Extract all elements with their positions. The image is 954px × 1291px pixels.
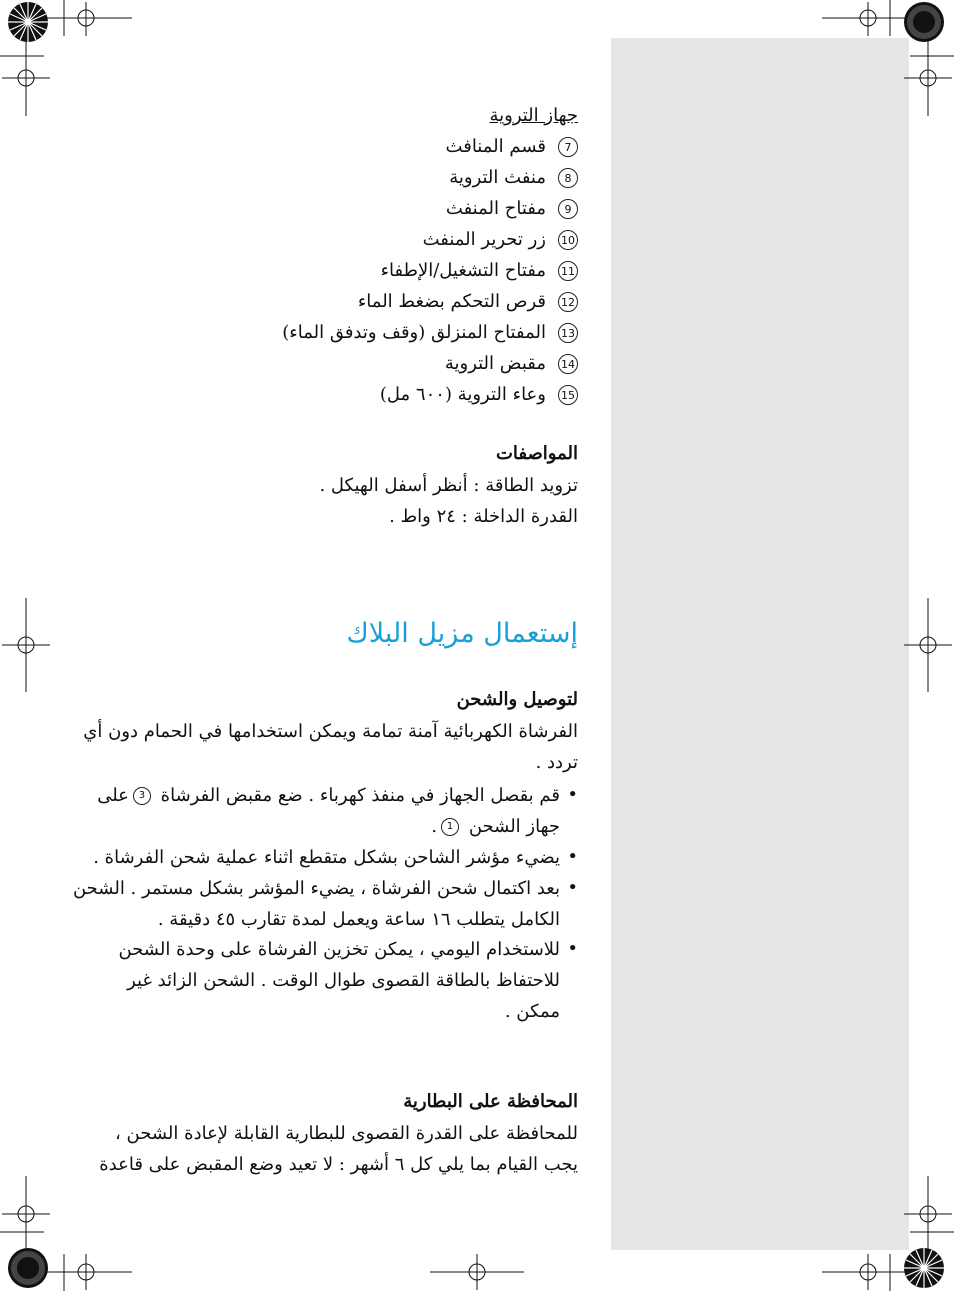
legend-item-label: قرص التحكم بضغط الماء bbox=[357, 291, 546, 312]
crosshair-icon bbox=[40, 1254, 132, 1290]
bullet-text: الكامل يتطلب ١٦ ساعة ويعمل لمدة تقارب ٤٥ دقيقة . bbox=[157, 909, 560, 930]
charging-section bbox=[72, 688, 578, 1033]
specs-section bbox=[120, 442, 578, 532]
legend-item bbox=[282, 321, 578, 345]
battery-section bbox=[99, 1090, 578, 1185]
crosshair-icon bbox=[904, 1176, 952, 1250]
crosshair-icon bbox=[40, 2, 132, 36]
bullet-text: للاحتفاظ بالطاقة القصوى طوال الوقت . الشحن الزائد غير bbox=[127, 970, 560, 991]
bullet-text bbox=[431, 815, 560, 839]
crosshair-icon bbox=[904, 598, 952, 692]
usage-section bbox=[120, 618, 578, 662]
legend-item-label: زر تحرير المنفث bbox=[422, 229, 546, 250]
legend-item bbox=[380, 383, 578, 407]
section-title: إستعمال مزيل البلاك bbox=[346, 618, 578, 649]
specs-heading: المواصفات bbox=[495, 443, 578, 464]
bullet-marker: • bbox=[567, 846, 578, 867]
battery-line: يجب القيام بما يلي كل ٦ أشهر : لا تعيد وضع المقبض على قاعدة bbox=[99, 1154, 578, 1175]
legend-item-label: منفث التروية bbox=[449, 167, 546, 188]
legend-item-label: قسم المنافث bbox=[445, 136, 546, 157]
battery-heading: المحافظة على البطارية bbox=[403, 1091, 578, 1112]
number-10-badge: 10 bbox=[558, 230, 578, 250]
bullet-text-part: على bbox=[97, 785, 129, 806]
bullet-text: بعد اكتمال شحن الفرشاة ، يضيء المؤشر بشكل مستمر . الشحن bbox=[72, 878, 560, 899]
specs-line: القدرة الداخلة : ٢٤ واط . bbox=[389, 506, 578, 527]
number-1-badge: 1 bbox=[441, 818, 459, 836]
intro-line: الفرشاة الكهربائية آمنة تمامة ويمكن استخدامها في الحمام دون أي bbox=[83, 721, 578, 742]
bullet-marker: • bbox=[567, 877, 578, 898]
bullet-text: للاستخدام اليومي ، يمكن تخزين الفرشاة على وحدة الشحن bbox=[118, 939, 560, 960]
starburst-icon bbox=[904, 1248, 944, 1288]
intro-line: تردد . bbox=[535, 752, 578, 773]
legend-item bbox=[446, 135, 578, 159]
starburst-icon bbox=[8, 1248, 48, 1288]
crosshair-icon bbox=[2, 598, 50, 692]
number-14-badge: 14 bbox=[558, 354, 578, 374]
crosshair-icon bbox=[2, 40, 50, 116]
legend-item bbox=[423, 228, 578, 252]
legend-item bbox=[381, 259, 578, 283]
crosshair-icon bbox=[430, 1254, 524, 1290]
crosshair-icon bbox=[822, 1254, 914, 1290]
legend-item-label: مقبض التروية bbox=[444, 353, 546, 374]
legend-item-label: وعاء التروية (٦٠٠ مل) bbox=[379, 384, 546, 405]
number-8-badge: 8 bbox=[558, 168, 578, 188]
specs-line: تزويد الطاقة : أنظر أسفل الهيكل . bbox=[319, 475, 578, 496]
crosshair-icon bbox=[822, 2, 914, 36]
bullet-marker: • bbox=[567, 938, 578, 959]
legend-item bbox=[446, 197, 578, 221]
number-12-badge: 12 bbox=[558, 292, 578, 312]
legend-item bbox=[445, 352, 578, 376]
legend-item-label: المفتاح المنزلق (وقف وتدفق الماء) bbox=[282, 322, 546, 343]
crosshair-icon bbox=[904, 40, 952, 116]
bullet-marker: • bbox=[567, 784, 578, 805]
crosshair-icon bbox=[2, 1176, 50, 1250]
bullet-text-part: قم بقصل الجهاز في منفذ كهرباء . ضع مقبض الفرشاة bbox=[160, 785, 560, 806]
bullet-text-part: . bbox=[431, 816, 438, 837]
charging-heading: لتوصيل والشحن bbox=[456, 689, 578, 710]
legend-item bbox=[358, 290, 578, 314]
starburst-icon bbox=[904, 2, 944, 42]
number-15-badge: 15 bbox=[558, 385, 578, 405]
legend-heading: جهاز التروية bbox=[489, 105, 578, 126]
bullet-text bbox=[97, 784, 560, 808]
legend-item-label: مفتاح التشغيل/الإطفاء bbox=[380, 260, 546, 281]
bullet-text: يضيء مؤشر الشاحن بشكل متقطع اثناء عملية شحن الفرشاة . bbox=[93, 847, 560, 868]
legend-section bbox=[120, 104, 578, 414]
number-7-badge: 7 bbox=[558, 137, 578, 157]
number-9-badge: 9 bbox=[558, 199, 578, 219]
bullet-text: ممكن . bbox=[504, 1001, 560, 1022]
number-3-badge: 3 bbox=[133, 787, 151, 805]
bullet-text-part: جهاز الشحن bbox=[468, 816, 560, 837]
legend-item bbox=[449, 166, 578, 190]
number-13-badge: 13 bbox=[558, 323, 578, 343]
battery-line: للمحافظة على القدرة القصوى للبطارية القابلة لإعادة الشحن ، bbox=[115, 1123, 578, 1144]
legend-item-label: مفتاح المنفث bbox=[445, 198, 546, 219]
starburst-icon bbox=[8, 2, 48, 42]
number-11-badge: 11 bbox=[558, 261, 578, 281]
